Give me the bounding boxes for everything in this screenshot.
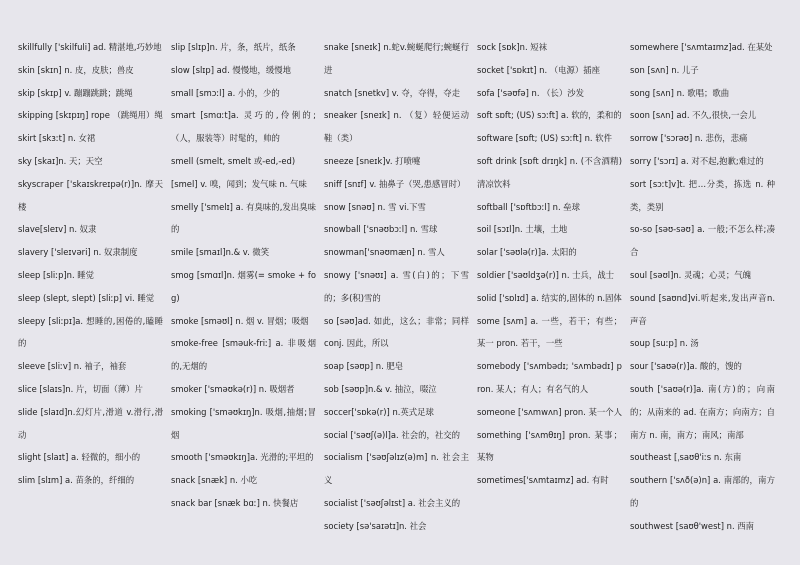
entry: sleep [sliːp]n. 睡觉: [18, 269, 95, 280]
entry: slip [slɪp]n. 片，条，纸片，纸条: [171, 42, 296, 52]
entry: snowball ['snəʊbɔːl] n. 雪球: [324, 224, 438, 235]
entry: snowman['snəʊmæn] n. 雪人: [324, 247, 445, 258]
entry: soldier ['səʊldʒə(r)] n. 士兵，战士: [477, 269, 615, 280]
entry: slice [slaɪs]n. 片，切面（薄）片: [18, 383, 143, 394]
column-5: [630, 36, 775, 565]
entry: snack [snæk] n. 小吃: [171, 475, 258, 486]
column-3: [324, 36, 469, 565]
entry: social ['səʊʃ(ə)l]a. 社会的，社交的: [324, 429, 460, 440]
entry: snatch [snetkv] v. 夺，夺得，夺走: [324, 87, 461, 98]
entry: southwest [saʊθ'west] n. 西南: [630, 520, 755, 531]
entry: someone ['sʌmwʌn] pron. 某一个人: [477, 406, 622, 417]
entry: somebody ['sʌmbədɪ; 'sʌmbədɪ] pron. 某人；有人；有名气的人: [477, 361, 622, 394]
entry: sorry ['sɔrɪ] a. 对不起,抱歉;难过的: [630, 155, 764, 166]
entry: soon [sʌn] ad. 不久,很快,一会儿: [630, 110, 757, 121]
entry: skillfully ['skilfuli] ad. 精湛地,巧妙地: [18, 42, 162, 52]
entry: sneaker [sneɪk] n. （复）轻便运动鞋（类）: [324, 110, 469, 144]
entry: slide [slaɪd]n.幻灯片,滑道 v.滑行,滑动: [18, 406, 163, 440]
entry: slave[sleɪv] n. 奴隶: [18, 224, 97, 235]
entry: solid ['sɒlɪd] a. 结实的,固体的 n.固体: [477, 292, 622, 303]
entry: sleeve [sliːv] n. 袖子，袖套: [18, 361, 127, 372]
column-1: [18, 36, 163, 565]
entry: small [smɔːl] a. 小的，少的: [171, 87, 280, 98]
entry: slow [slɪp] ad. 慢慢地，缓慢地: [171, 64, 292, 75]
entry: soccer['sɒkə(r)] n.英式足球: [324, 406, 434, 417]
entry: sound [saʊnd]vi.听起来,发出声音n. 声音: [630, 292, 775, 326]
entry: solar ['səʊlə(r)]a. 太阳的: [477, 247, 577, 258]
entry: sleep (slept, slept) [sliːp] vi. 睡觉: [18, 292, 155, 303]
entry: sometimes['sʌmtaɪmz] ad. 有时: [477, 475, 609, 486]
entry: smoking ['sməʊkɪŋ]n. 吸烟,抽烟;冒烟: [171, 406, 316, 440]
entry: slavery ['sleɪvəri] n. 奴隶制度: [18, 247, 138, 258]
entry: smooth ['sməʊkɪŋ]a. 光滑的;平坦的: [171, 452, 314, 463]
entry: socket ['sɒkɪt] n. （电源）插座: [477, 64, 601, 75]
entry: sneeze [sneɪk]v. 打喷嚏: [324, 155, 421, 166]
entry: sleepy [sliːpɪ]a. 想睡的,困倦的,瞌睡的: [18, 315, 163, 349]
entry: southern ['sʌð(ə)n] a. 南部的，南方的: [630, 475, 775, 508]
column-2: [171, 36, 316, 565]
entry: soil [sɔɪl]n. 土壤，土地: [477, 224, 568, 235]
entry: sour ['saʊə(r)]a. 酸的，馊的: [630, 361, 742, 372]
entry: skirt [skɜːt] n. 女裙: [18, 133, 96, 144]
entry: soap [səʊp] n. 肥皂: [324, 361, 404, 372]
entry: sofa ['səʊfə] n. （长）沙发: [477, 87, 585, 98]
entry: snowy ['snəʊɪ] a. 雪(白)的；下雪的；多(积)雪的: [324, 269, 469, 303]
entry: son [sʌn] n. 儿子: [630, 64, 699, 75]
entry: smart [smɑːt]a. 灵巧的,伶俐的;（人，服装等）时髦的，帅的: [171, 110, 316, 144]
entry: so-so [səʊ-səʊ] a. 一般;不怎么样;凑合: [630, 224, 775, 258]
entry: sort [sɔːt]v]t. 把…分类，拣选 n. 种类，类别: [630, 178, 775, 212]
entry: skin [skɪn] n. 皮，皮肤；兽皮: [18, 64, 134, 75]
entry: something ['sʌmθɪŋ] pron. 某事；某物: [477, 429, 622, 463]
entry: sock [sɒk]n. 短袜: [477, 42, 548, 52]
entry: soul [səʊl]n. 灵魂；心灵；气魄: [630, 269, 751, 280]
entry: skipping [skɪpɪŋ] rope （跳绳用）绳: [18, 110, 163, 121]
entry: song [sʌn] n. 歌唱；歌曲: [630, 87, 730, 98]
entry: southeast [ˌsaʊθ'iːs n. 东南: [630, 452, 742, 463]
entry: smell (smelt, smelt 或-ed,-ed): [171, 155, 296, 166]
entry: [smel] v. 嗅，闻到；发气味 n. 气味: [171, 178, 307, 189]
entry: sky [skaɪ]n. 天；天空: [18, 155, 103, 166]
entry: somewhere ['sʌmtaɪmz]ad. 在某处: [630, 42, 773, 52]
entry: skyscraper ['skaɪskreɪpə(r)]n. 摩天楼: [18, 178, 163, 212]
entry: smelly ['smelɪ] a. 有臭味的,发出臭味的: [171, 201, 316, 235]
entry: snow [snəʊ] n. 雪 vi.下雪: [324, 201, 426, 212]
entry: snack bar [snæk bɑː] n. 快餐店: [171, 497, 299, 508]
entry: soft drink [sɒft drɪŋk] n. (不含酒精)清凉饮料: [477, 155, 622, 189]
entry: soup [suːp] n. 汤: [630, 338, 699, 349]
entry: slight [slaɪt] a. 轻微的，细小的: [18, 452, 141, 463]
entry: sorrow ['sɔrəʊ] n. 悲伤，悲痛: [630, 133, 748, 144]
entry: software [sɒft; (US) sɔːft] n. 软件: [477, 133, 612, 144]
entry: smoker ['sməʊkə(r)] n. 吸烟者: [171, 383, 295, 394]
entry: smoke [sməʊl] n. 烟 v. 冒烟；吸烟: [171, 315, 309, 326]
entry: skip [skɪp] v. 蹦蹦跳跳；跳绳: [18, 87, 133, 98]
column-4: [477, 36, 622, 565]
entry: smile [smaɪl]n.& v. 微笑: [171, 247, 270, 258]
entry: smoke-free [sməuk-friː] a. 非吸烟的,无烟的: [171, 338, 316, 372]
entry: slim [slɪm] a. 苗条的，纤细的: [18, 475, 135, 486]
entry: softball ['sɒftbɔːl] n. 垒球: [477, 201, 581, 212]
entry: south ['saʊə(r)]a. 南(方)的；向南的；从南来的 ad. 在南方；向南方；自南方 n. 南，南方；南风；南部: [630, 383, 775, 440]
entry: sob [səʊp]n.& v. 抽泣，啜泣: [324, 383, 437, 394]
entry: soft sɒft; (US) sɔːft] a. 软的，柔和的: [477, 110, 622, 121]
entry: smog [smɑɪl]n. 烟雾(= smoke + fog): [171, 269, 316, 303]
entry: socialism ['səʊʃəlɪz(ə)m] n. 社会主义: [324, 452, 469, 486]
entry: socialist ['səʊʃəlɪst] a. 社会主义的: [324, 497, 461, 508]
entry: snake [sneɪk] n.蛇v.蜿蜒爬行;蜿蜒行进: [324, 42, 469, 75]
entry: some [sʌm] a. 一些，若干；有些；某一 pron. 若干，一些: [477, 315, 622, 349]
entry: sniff [snɪf] v. 抽鼻子（哭,患感冒时）: [324, 178, 466, 189]
entry: society [sə'saɪətɪ]n. 社会: [324, 520, 427, 531]
entry: so [səʊ]ad. 如此，这么；非常；同样 conj. 因此，所以: [324, 315, 469, 349]
